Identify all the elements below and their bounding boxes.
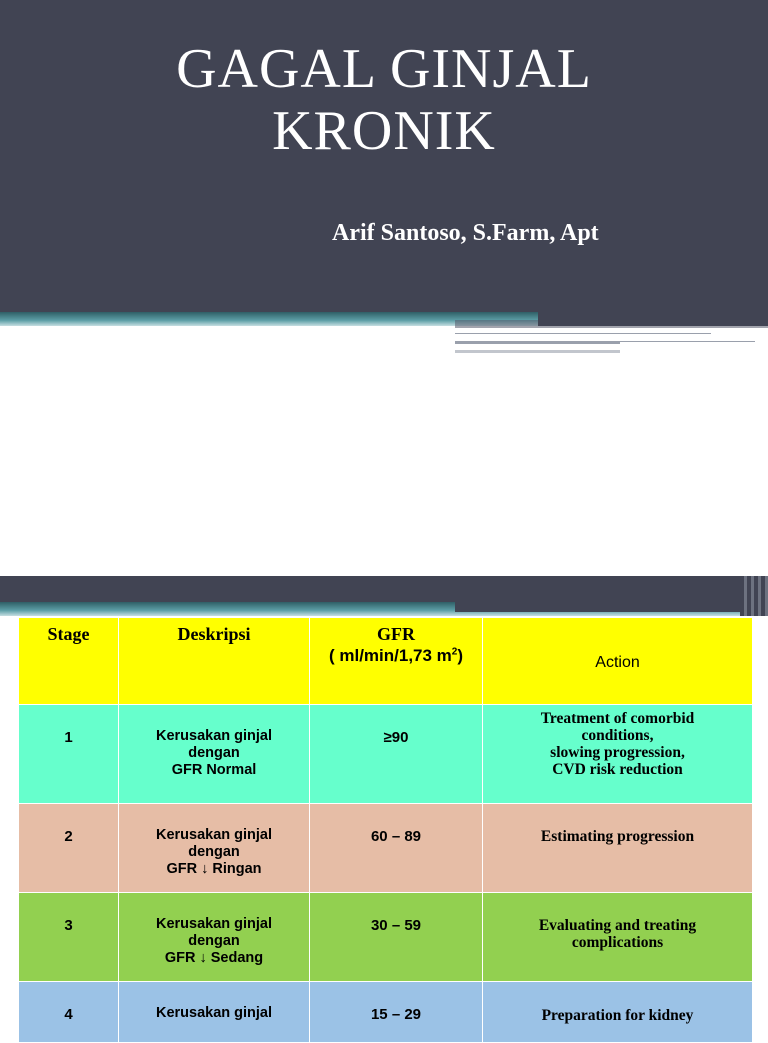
cell-action <box>483 982 753 1043</box>
slide-title <box>0 38 768 162</box>
desc-line: Kerusakan ginjal <box>155 916 273 932</box>
gfr-unit-close: ) <box>457 646 464 665</box>
table-row <box>19 893 753 982</box>
decorative-block <box>455 602 768 612</box>
title-slide <box>0 0 768 360</box>
desc-text <box>119 804 309 878</box>
header-deskripsi-label: Deskripsi <box>177 624 251 644</box>
gfr-value: 15 – 29 <box>370 1006 422 1023</box>
cell-stage <box>19 893 119 982</box>
title-line-2: KRONIK <box>272 100 496 162</box>
header-action <box>483 618 753 705</box>
cell-gfr <box>310 982 483 1043</box>
action-line: conditions, <box>581 727 654 744</box>
table-header-row <box>19 618 753 705</box>
stage-value: 4 <box>64 1006 73 1023</box>
stage-value: 1 <box>64 729 73 746</box>
desc-line: dengan <box>188 933 240 949</box>
action-line: Treatment of comorbid <box>540 710 695 727</box>
title-line-1: GAGAL GINJAL <box>176 38 592 100</box>
desc-text <box>119 982 309 1022</box>
cell-deskripsi <box>119 705 310 804</box>
table-slide-header-band <box>0 576 768 602</box>
action-line: CVD risk reduction <box>552 761 683 778</box>
cell-deskripsi <box>119 804 310 893</box>
cell-deskripsi <box>119 982 310 1043</box>
gfr-unit-text: ( ml/min/1,73 m <box>328 646 452 665</box>
gfr-unit-sup: 2 <box>451 646 458 658</box>
desc-line: dengan <box>188 745 240 761</box>
gfr-value: 60 – 89 <box>370 828 422 845</box>
desc-text <box>119 893 309 967</box>
action-text <box>483 982 752 1024</box>
header-gfr-label: GFR <box>377 624 415 644</box>
decorative-stripes <box>740 576 768 616</box>
cell-action <box>483 804 753 893</box>
cell-deskripsi <box>119 893 310 982</box>
stage-value: 2 <box>64 828 73 845</box>
action-line: Estimating progression <box>540 828 695 845</box>
cell-action <box>483 705 753 804</box>
action-text <box>483 705 752 778</box>
action-text <box>483 804 752 845</box>
header-stage-label: Stage <box>47 624 90 644</box>
header-gfr <box>310 618 483 705</box>
decorative-line <box>455 334 711 336</box>
table-row <box>19 705 753 804</box>
header-deskripsi <box>119 618 310 705</box>
action-text <box>483 893 752 951</box>
ckd-stage-table <box>18 617 753 1043</box>
cell-stage <box>19 804 119 893</box>
header-action-label: Action <box>595 654 640 671</box>
author-name: Arif Santoso, S.Farm, Apt <box>332 220 599 246</box>
table-slide <box>0 576 768 1024</box>
table-row <box>19 804 753 893</box>
desc-line: GFR ↓ Ringan <box>166 861 262 877</box>
desc-line: dengan <box>188 844 240 860</box>
cell-gfr <box>310 705 483 804</box>
desc-line: GFR Normal <box>171 762 257 778</box>
action-line: complications <box>571 934 664 951</box>
table-row <box>19 982 753 1043</box>
cell-stage <box>19 982 119 1043</box>
desc-line: Kerusakan ginjal <box>155 1005 273 1021</box>
desc-line: GFR ↓ Sedang <box>164 950 264 966</box>
gfr-value: ≥90 <box>383 729 409 746</box>
desc-line: Kerusakan ginjal <box>155 728 273 744</box>
decorative-line <box>455 350 620 353</box>
action-line: Evaluating and treating <box>538 917 697 934</box>
action-line: Preparation for kidney <box>541 1007 694 1024</box>
decorative-block <box>538 312 768 326</box>
header-stage <box>19 618 119 705</box>
cell-action <box>483 893 753 982</box>
cell-gfr <box>310 893 483 982</box>
stage-value: 3 <box>64 917 73 934</box>
desc-text <box>119 705 309 779</box>
cell-stage <box>19 705 119 804</box>
cell-gfr <box>310 804 483 893</box>
action-line: slowing progression, <box>550 744 685 761</box>
gfr-value: 30 – 59 <box>370 917 422 934</box>
desc-line: Kerusakan ginjal <box>155 827 273 843</box>
header-gfr-unit <box>310 646 482 666</box>
decorative-line <box>620 342 755 344</box>
